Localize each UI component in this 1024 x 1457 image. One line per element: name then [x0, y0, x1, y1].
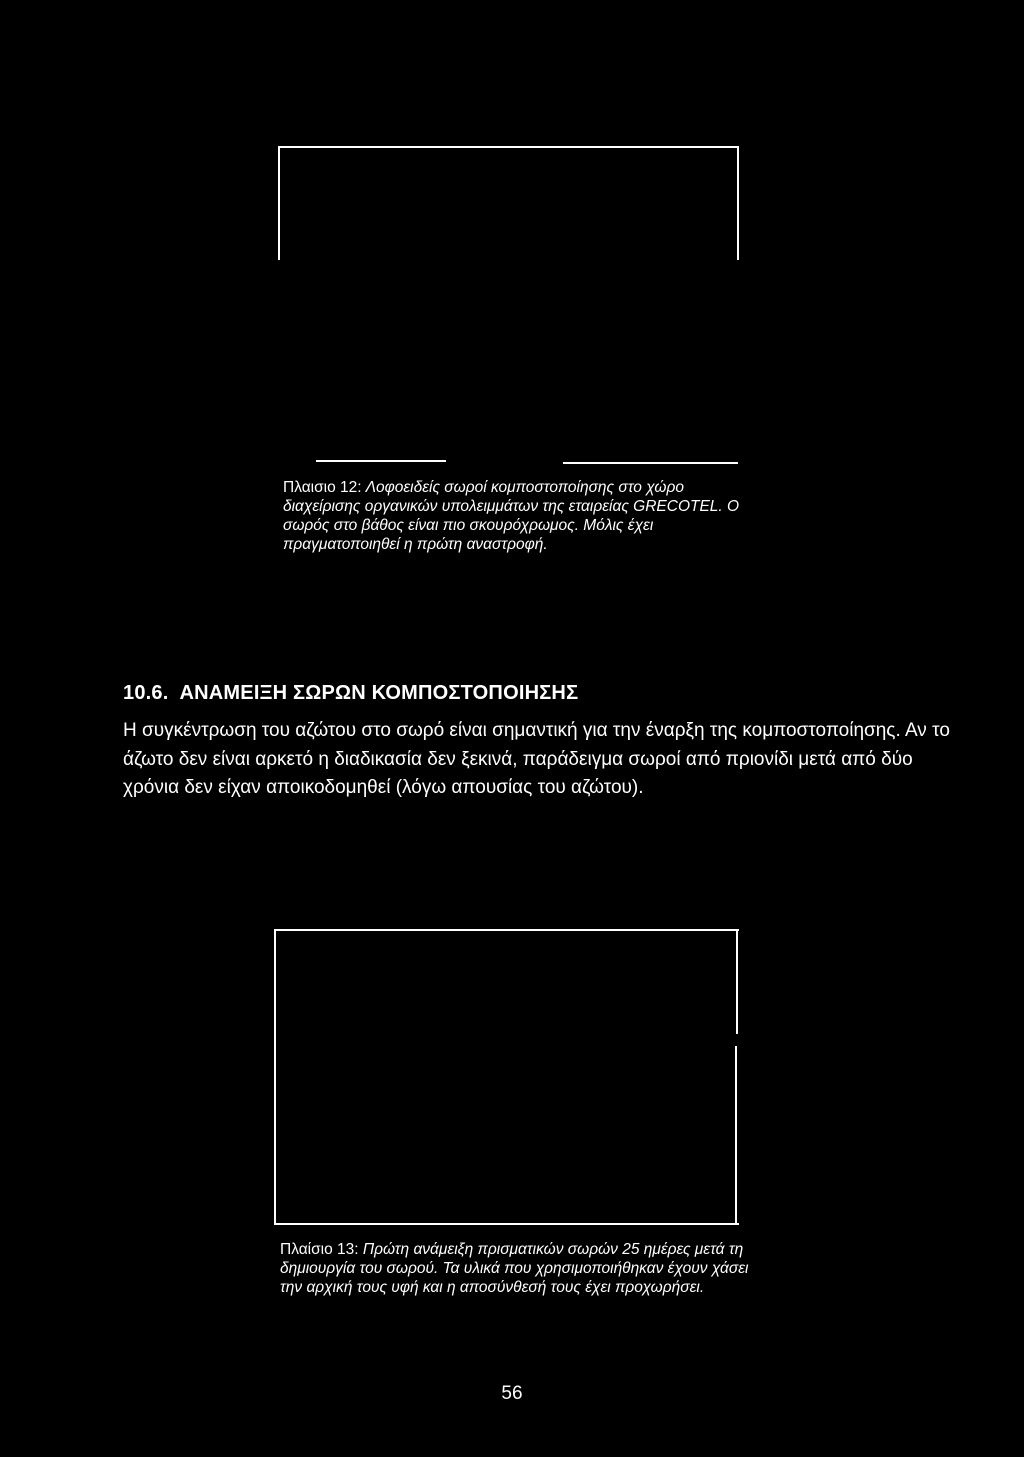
figure-13-photo-frame [274, 929, 739, 1225]
figure-12-frame-edge [563, 462, 738, 464]
figure-12-frame-edge [316, 460, 446, 462]
figure-12-caption [283, 478, 743, 554]
figure-12-caption-text: Λοφοειδείς σωροί κομποστοποίησης στο χώρο διαχείρισης οργανικών υπολειμμάτων της εταιρείας GRECOTEL. Ο σωρός στο βάθος είναι πιο σκουρόχρωμος. Μόλις έχει πραγματοποιηθεί η πρώτη αναστροφή. [283, 479, 740, 553]
figure-13-caption [280, 1240, 750, 1297]
figure-12-label: Πλαισιο 12: [283, 479, 362, 496]
body-paragraph: Η συγκέντρωση του αζώτου στο σωρό είναι σημαντική για την έναρξη της κομποστοποίησης. Αν το άζωτο δεν είναι αρκετό η διαδικασία δεν ξεκινά, παράδειγμα σωροί από πριονίδι μετά από δύο χρόνια δεν είχαν αποικοδομηθεί (λόγω απουσίας του αζώτου). [123, 720, 950, 798]
section-heading [123, 682, 578, 705]
page-number: 56 [501, 1383, 523, 1404]
figure-12-photo-frame [278, 146, 739, 260]
figure-13-frame-edge [736, 929, 738, 1034]
figure-13-frame-edge [735, 1046, 737, 1225]
figure-13-label: Πλαίσιο 13: [280, 1241, 359, 1258]
figure-13-caption-text: Πρώτη ανάμειξη πρισματικών σωρών 25 ημέρες μετά τη δημιουργία του σωρού. Τα υλικά που χρησιμοποιήθηκαν έχουν χάσει την αρχική τους υφή και η αποσύνθεσή τους έχει προχωρήσει. [280, 1241, 749, 1296]
section-number: 10.6. [123, 682, 169, 704]
figure-13-frame-edge [664, 1223, 739, 1225]
section-title: ΑΝΑΜΕΙΞΗ ΣΩΡΩΝ ΚΟΜΠΟΣΤΟΠΟΙΗΣΗΣ [179, 682, 579, 704]
